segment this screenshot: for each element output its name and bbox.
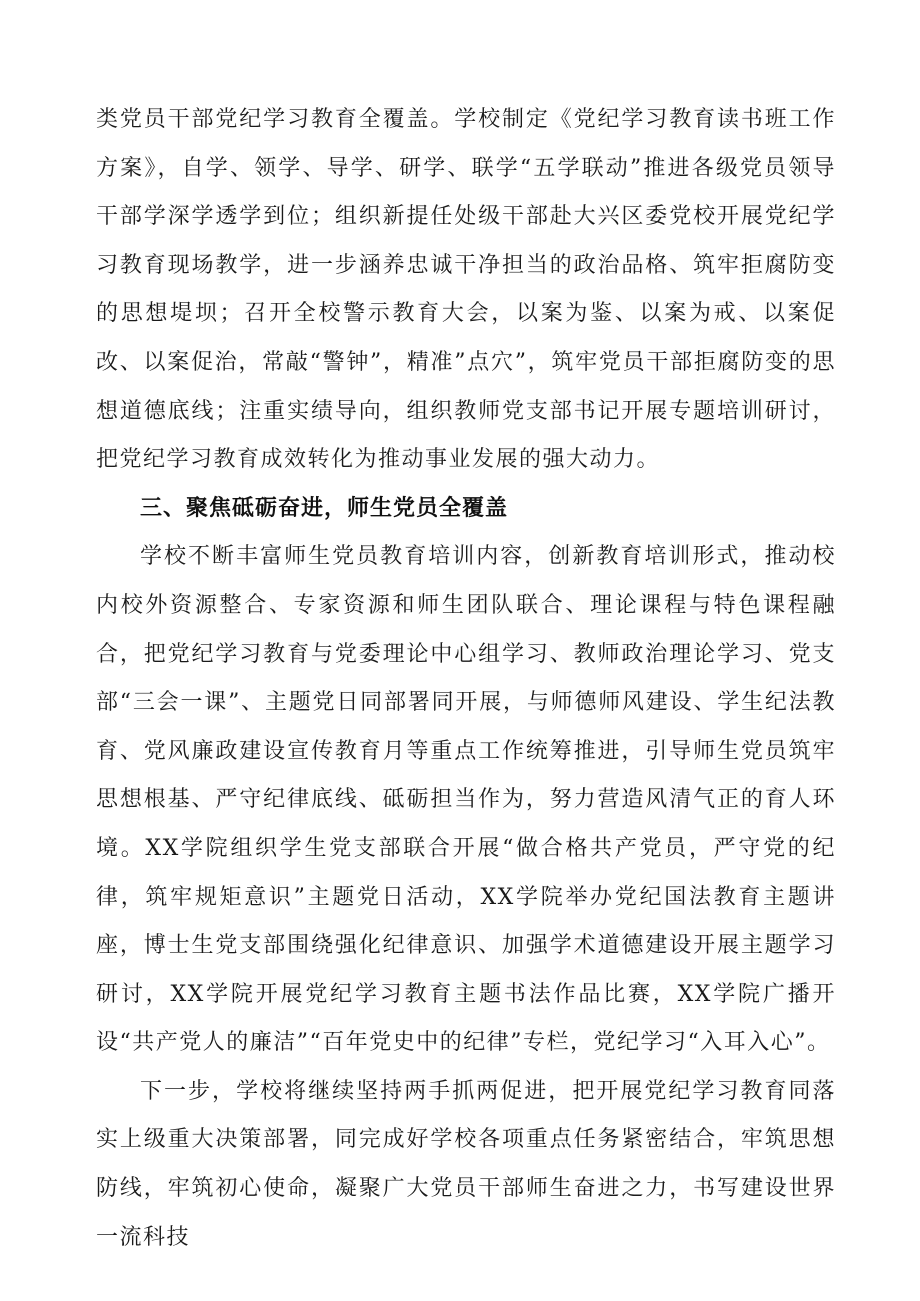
paragraph-continued: 类党员干部党纪学习教育全覆盖。学校制定《党纪学习教育读书班工作方案》，自学、领学、导学、研学、联学“五学联动”推进各级党员领导干部学深学透学到位；组织新提任处级干部赴大兴区委党校开展党纪学习教育现场教学，进一步涵养忠诚干净担当的政治品格、筑牢拒腐防变的思想堤坝；召开全校警示教育大会，以案为鉴、以案为戒、以案促改、以案促治，常敲“警钟”，精准”点穴”，筑牢党员干部拒腐防变的思想道德底线；注重实绩导向，组织教师党支部书记开展专题培训研讨，把党纪学习教育成效转化为推动事业发展的强大动力。	[96, 107, 836, 473]
document-body	[96, 96, 836, 1262]
paragraph: 学校不断丰富师生党员教育培训内容，创新教育培训形式，推动校内校外资源整合、专家资源和师生团队联合、理论课程与特色课程融合，把党纪学习教育与党委理论中心组学习、教师政治理论学习、党支部“三会一课”、主题党日同部署同开展，与师德师风建设、学生纪法教育、党风廉政建设宣传教育月等重点工作统筹推进，引导师生党员筑牢思想根基、严守纪律底线、砥砺担当作为，努力营造风清气正的育人环境。XX学院组织学生党支部联合开展“做合格共产党员，严守党的纪律，筑牢规矩意识”主题党日活动，XX学院举办党纪国法教育主题讲座，博士生党支部围绕强化纪律意识、加强学术道德建设开展主题学习研讨，XX学院开展党纪学习教育主题书法作品比赛，XX学院广播开设“共产党人的廉洁”“百年党史中的纪律”专栏，党纪学习“入耳入心”。	[96, 544, 836, 1056]
section-heading: 三、聚焦砥砺奋进，师生党员全覆盖	[140, 495, 509, 521]
paragraph: 下一步，学校将继续坚持两手抓两促进，把开展党纪学习教育同落实上级重大决策部署，同完成好学校各项重点任务紧密结合，牢筑思想防线，牢筑初心使命，凝聚广大党员干部师生奋进之力，书写建设世界一流科技	[96, 1078, 836, 1250]
